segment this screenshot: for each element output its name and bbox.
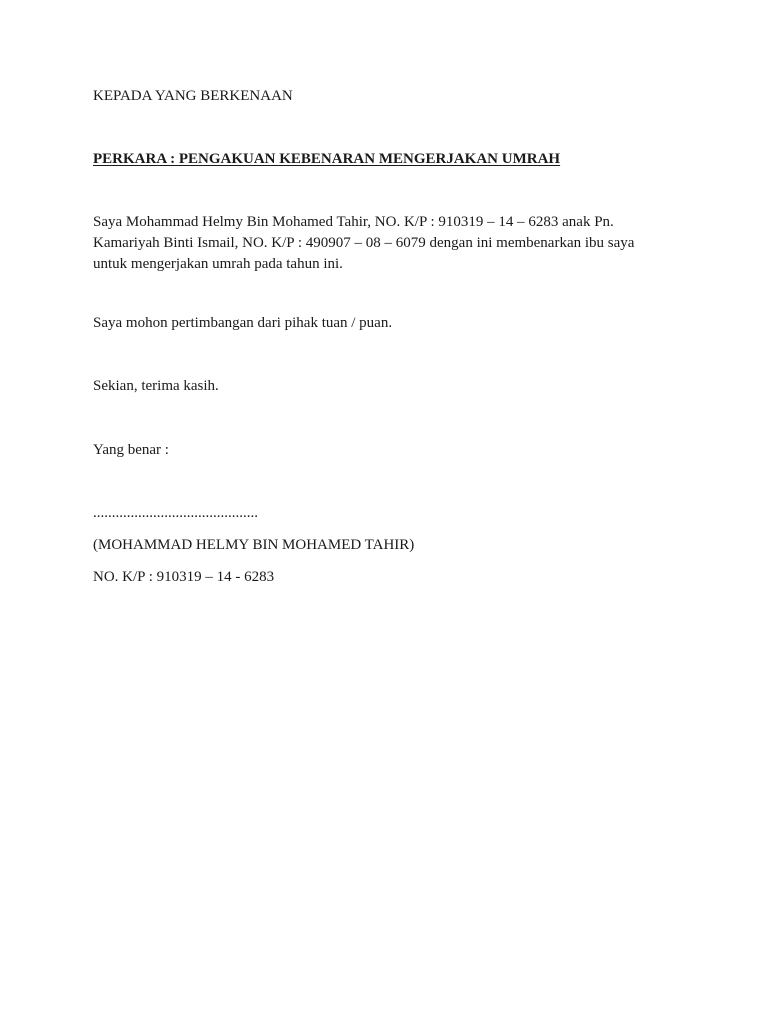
subject-heading: PERKARA : PENGAKUAN KEBENARAN MENGERJAKAN UMRAH [93,151,561,167]
body-line-1: Saya Mohammad Helmy Bin Mohamed Tahir, NO. K/P : 910319 – 14 – 6283 anak Pn. [93,214,614,230]
body-line-3: untuk mengerjakan umrah pada tahun ini. [93,256,343,272]
signer-name: (MOHAMMAD HELMY BIN MOHAMED TAHIR) [93,537,415,553]
addressee-line: KEPADA YANG BERKENAAN [93,88,293,104]
sign-off-line: Yang benar : [93,442,169,458]
signature-dotted-line: ............................................ [93,505,258,521]
closing-line: Sekian, terima kasih. [93,378,219,394]
body-paragraph [93,212,673,275]
request-paragraph: Saya mohon pertimbangan dari pihak tuan / puan. [93,315,393,331]
signer-ic-number: NO. K/P : 910319 – 14 - 6283 [93,569,275,585]
body-line-2: Kamariyah Binti Ismail, NO. K/P : 490907 – 08 – 6079 dengan ini membenarkan ibu saya [93,235,635,251]
